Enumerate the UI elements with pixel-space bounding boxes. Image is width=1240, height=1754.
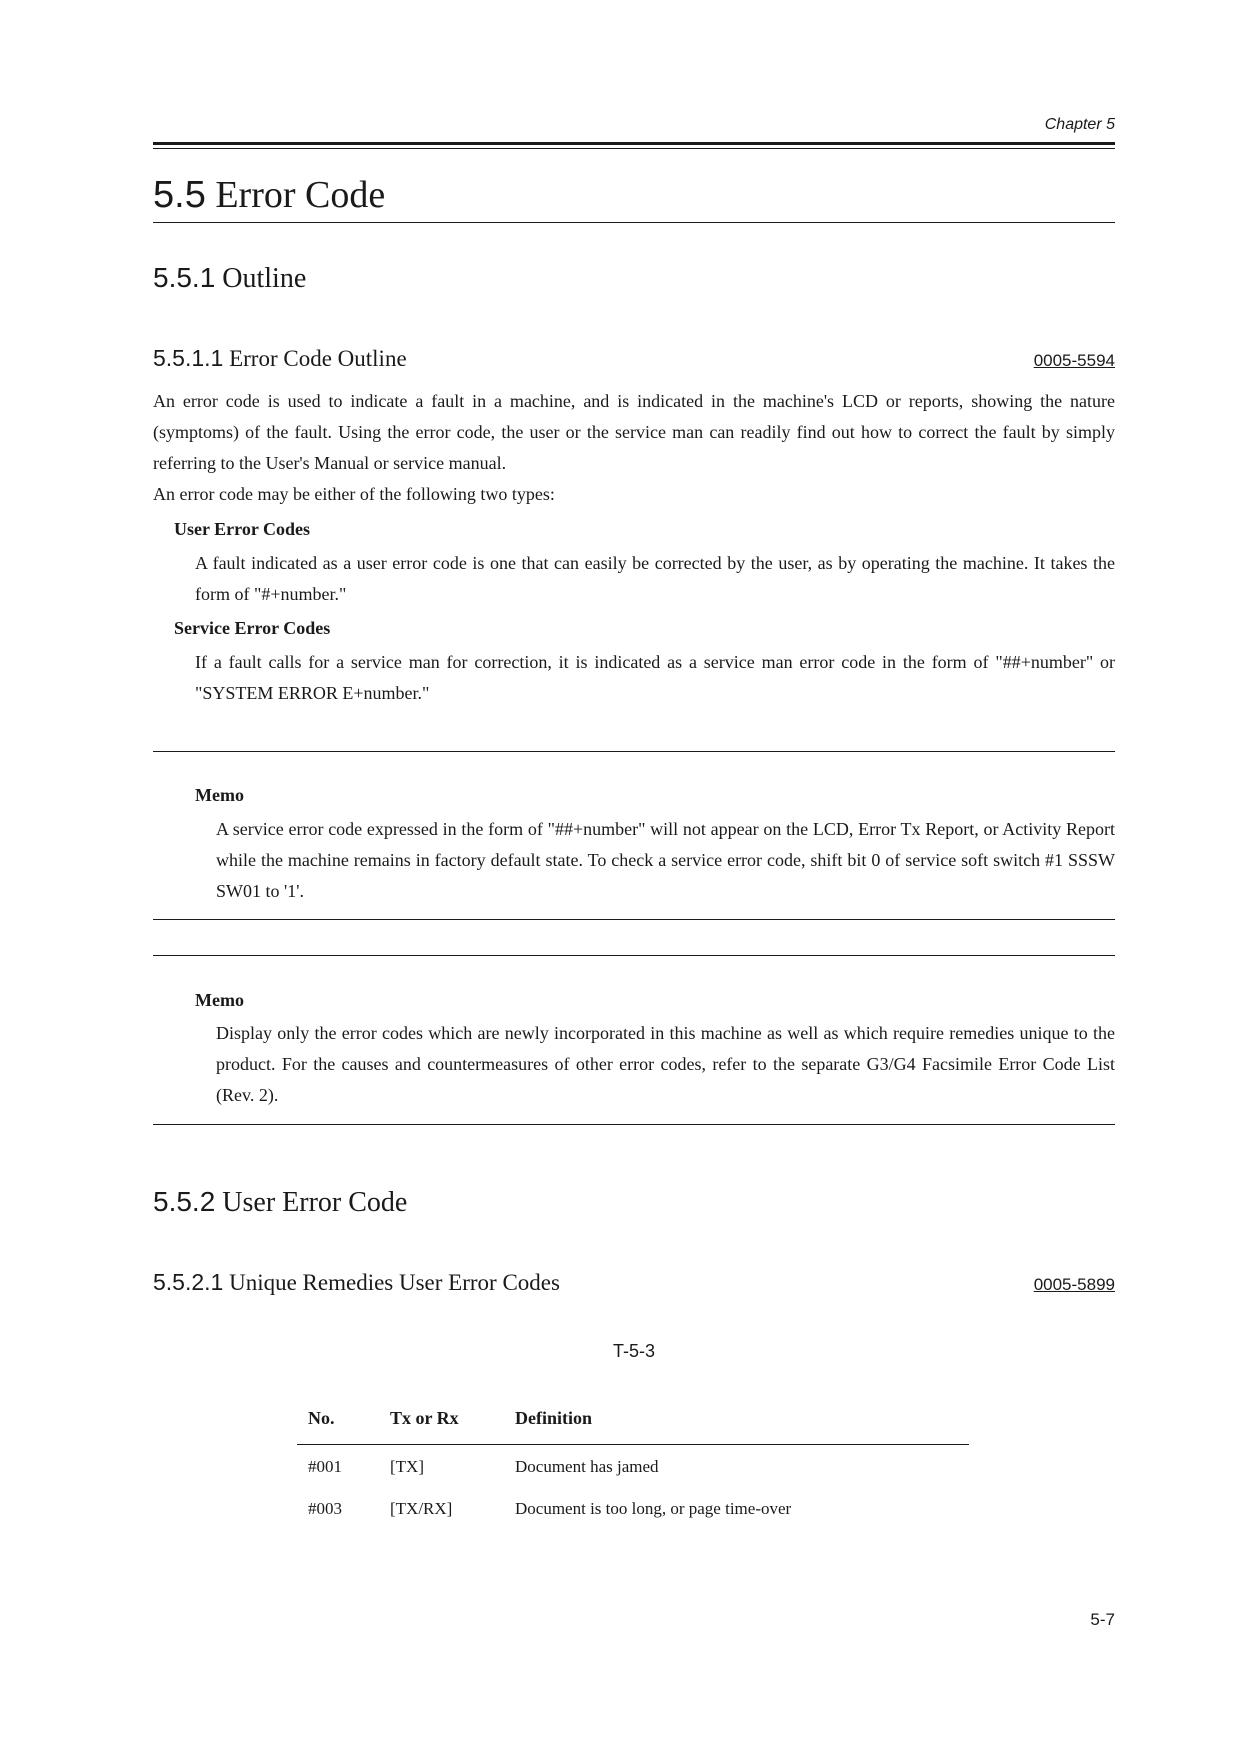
user-error-code-heading <box>153 1185 407 1220</box>
header-rule-thin <box>153 148 1115 149</box>
ref-code-link[interactable]: 0005-5594 <box>1033 351 1115 370</box>
intro-paragraph: An error code is used to indicate a fault in a machine, and is indicated in the machine's LCD or reports, showing the nature (symptoms) of the fault. Using the error code, the user or the service man can readily find out how to correct the fault by simply referring to the User's Manual or service manual. <box>153 391 1115 473</box>
page-number: 5-7 <box>1090 1610 1115 1629</box>
memo-body: A service error code expressed in the form of "##+number" will not appear on the LCD, Error Tx Report, or Activity Report while the machine remains in factory default state. To check a service error code, shift bit 0 of service soft switch #1 SSSW SW01 to '1'. <box>216 819 1115 901</box>
section-heading-rule <box>153 222 1115 223</box>
outline-title: Outline <box>222 263 307 294</box>
service-error-codes-body: If a fault calls for a service man for correction, it is indicated as a service man error code in the form of "##+number" or "SYSTEM ERROR E+number." <box>195 652 1115 703</box>
table-row <box>297 1445 969 1487</box>
error-number-cell: #003 <box>308 1499 342 1518</box>
error-code-outline-number: 5.5.1.1 <box>153 345 224 371</box>
table-header-cell: Tx or Rx <box>390 1408 459 1428</box>
definition-cell: Document is too long, or page time-over <box>515 1499 792 1518</box>
memo-top-rule <box>153 751 1115 752</box>
section-title: Error Code <box>215 174 386 216</box>
error-code-outline-heading <box>153 344 407 373</box>
error-number-cell: #001 <box>308 1457 342 1476</box>
table-header-cell: No. <box>308 1408 335 1428</box>
definition-cell: Document has jamed <box>515 1457 659 1476</box>
error-code-outline-title: Error Code Outline <box>229 346 407 371</box>
unique-remedies-title: Unique Remedies User Error Codes <box>229 1270 560 1295</box>
ref-code-link[interactable]: 0005-5899 <box>1033 1275 1115 1294</box>
table-header-cell: Definition <box>515 1408 593 1428</box>
unique-remedies-number: 5.5.2.1 <box>153 1269 224 1295</box>
outline-heading <box>153 261 306 296</box>
memo-title: Memo <box>195 990 244 1010</box>
tx-rx-cell: [TX/RX] <box>390 1499 453 1518</box>
memo-bottom-rule <box>153 919 1115 920</box>
memo-bottom-rule <box>153 1124 1115 1125</box>
header-rule-thick <box>153 142 1115 145</box>
memo-body: Display only the error codes which are newly incorporated in this machine as well as which require remedies unique to the product. For the causes and countermeasures of other error codes, refer to the separate G3/G4 Facsimile Error Code List (Rev. 2). <box>216 1023 1115 1105</box>
unique-remedies-heading <box>153 1268 560 1297</box>
section-number: 5.5 <box>153 174 206 216</box>
table-body <box>297 1445 969 1529</box>
memo-top-rule <box>153 955 1115 956</box>
user-error-code-title: User Error Code <box>222 1187 408 1218</box>
table-header-row <box>297 1400 969 1445</box>
service-error-codes-heading: Service Error Codes <box>174 618 331 638</box>
table-row <box>297 1487 969 1529</box>
error-code-table <box>297 1400 969 1529</box>
types-intro: An error code may be either of the following two types: <box>153 484 555 504</box>
user-error-codes-body: A fault indicated as a user error code is one that can easily be corrected by the user, as by operating the machine. It takes the form of "#+number." <box>195 553 1115 604</box>
user-error-code-number: 5.5.2 <box>153 1186 216 1217</box>
outline-number: 5.5.1 <box>153 262 216 293</box>
user-error-codes-heading: User Error Codes <box>174 519 310 539</box>
chapter-label: Chapter 5 <box>1044 116 1115 133</box>
tx-rx-cell: [TX] <box>390 1457 424 1476</box>
table-caption: T-5-3 <box>612 1341 655 1361</box>
section-heading <box>153 172 385 218</box>
memo-title: Memo <box>195 785 244 805</box>
